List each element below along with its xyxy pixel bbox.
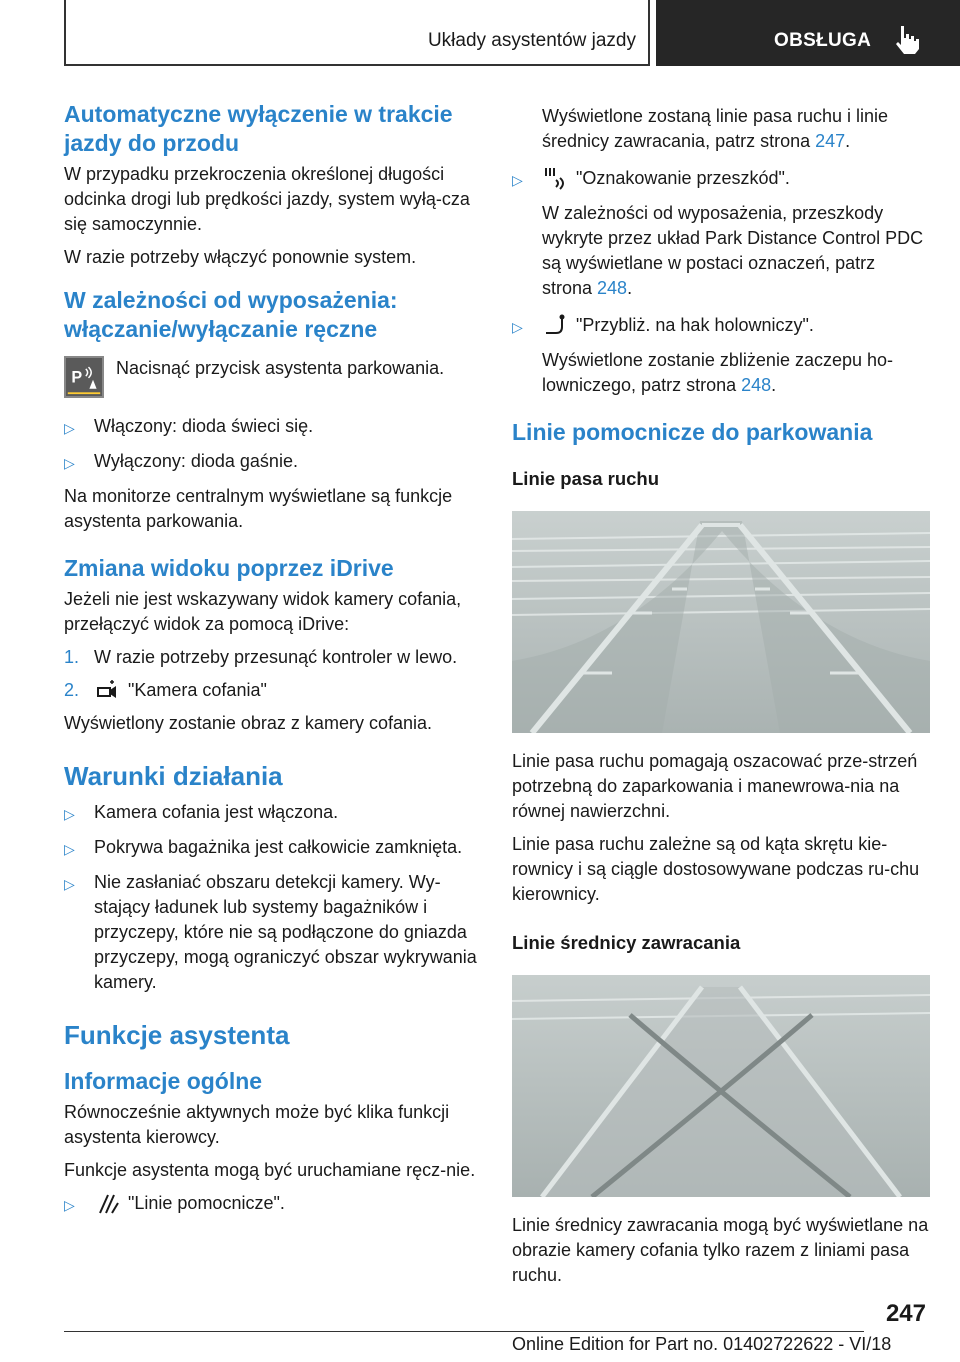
footer-divider bbox=[64, 1331, 864, 1332]
page-number: 247 bbox=[885, 1300, 926, 1327]
text-view: Jeżeli nie jest wskazywany widok kamery cofania, przełączyć widok za pomocą iDrive: bbox=[64, 589, 462, 634]
footer-edition: Online Edition for Part no. 01402722622 - VI/18 bbox=[512, 1334, 892, 1354]
text-auto-off-2: W razie potrzeby włączyć ponownie system. bbox=[64, 247, 417, 267]
list-item bbox=[64, 414, 480, 441]
text-view-result: Wyświetlony zostanie obraz z kamery cofania. bbox=[64, 713, 432, 733]
tow-hitch-icon bbox=[542, 313, 568, 337]
step-text: W razie potrzeby przesunąć kontroler w lewo. bbox=[94, 647, 458, 667]
heading-conditions: Warunki działania bbox=[64, 761, 283, 791]
page-link-hitch[interactable]: 248 bbox=[741, 375, 772, 395]
list-item bbox=[64, 870, 480, 995]
list-item bbox=[64, 449, 480, 476]
right-column bbox=[512, 104, 930, 1288]
bullet-marker: ▷ bbox=[512, 319, 523, 335]
heading-general: Informacje ogólne bbox=[64, 1068, 263, 1094]
function-obstacles: "Oznakowanie przeszkód". bbox=[576, 168, 790, 188]
text-turn: Linie średnicy zawracania mogą być wyświetlane na obrazie kamery cofania tylko razem z liniami pasa ruchu. bbox=[512, 1215, 929, 1285]
condition-1: Kamera cofania jest włączona. bbox=[94, 802, 339, 822]
guide-lines-icon bbox=[94, 1191, 120, 1215]
bullet-marker: ▷ bbox=[64, 806, 75, 822]
text-monitor: Na monitorze centralnym wyświetlane są funkcje asystenta parkowania. bbox=[64, 486, 453, 531]
lines-desc-text: Wyświetlone zostaną linie pasa ruchu i linie średnicy zawracania, patrz strona bbox=[542, 106, 889, 151]
lines-description bbox=[512, 104, 930, 154]
obstacles-desc-text: W zależności od wyposażenia, przeszkody wykryte przez układ Park Distance Control PDC są wyświetlane w postaci oznaczeń, patrz strona bbox=[542, 203, 924, 298]
function-hitch: "Przybliż. na hak holowniczy". bbox=[576, 315, 814, 335]
heading-functions: Funkcje asystenta bbox=[64, 1020, 290, 1050]
obstacles-desc-end: . bbox=[627, 278, 633, 298]
text-press-button: Nacisnąć przycisk asystenta parkowania. bbox=[116, 358, 445, 378]
list-item bbox=[512, 166, 930, 193]
bullet-marker: ▷ bbox=[512, 172, 523, 188]
heading-parking-lines: Linie pomocnicze do parkowania bbox=[512, 419, 873, 445]
list-item bbox=[64, 835, 480, 862]
header-tab-label: OBSŁUGA bbox=[774, 30, 872, 51]
item-on: Włączony: dioda świeci się. bbox=[94, 416, 314, 436]
svg-text:P: P bbox=[71, 368, 83, 387]
text-lane-2: Linie pasa ruchu zależne są od kąta skrętu kie-rownicy i są ciągle dostosowywane podczas ru-chu kierownicy. bbox=[512, 834, 920, 904]
function-lines: "Linie pomocnicze". bbox=[128, 1193, 285, 1213]
press-button-row bbox=[64, 356, 480, 398]
condition-2: Pokrywa bagażnika jest całkowicie zamknięta. bbox=[94, 837, 463, 857]
header-tab bbox=[656, 0, 960, 66]
lane-lines-image bbox=[512, 511, 930, 733]
item-off: Wyłączony: dioda gaśnie. bbox=[94, 451, 298, 471]
turn-lines-image bbox=[512, 975, 930, 1197]
bullet-marker: ▷ bbox=[64, 420, 75, 436]
text-auto-off-1: W przypadku przekroczenia określonej długości odcinka drogi lub prędkości jazdy, system wyłą-cza się samoczynnie. bbox=[64, 164, 470, 234]
step-text: "Kamera cofania" bbox=[128, 680, 267, 700]
text-lane-1: Linie pasa ruchu pomagają oszacować prze-strzeń potrzebną do zaparkowania i manewrowa-nia na równej nawierzchni. bbox=[512, 751, 918, 821]
step-number: 1. bbox=[64, 647, 80, 667]
heading-manual: W zależności od wyposażenia: włączanie/wyłączanie ręczne bbox=[64, 287, 398, 342]
page-link-obstacles[interactable]: 248 bbox=[597, 278, 628, 298]
heading-view: Zmiana widoku poprzez iDrive bbox=[64, 555, 394, 581]
bullet-marker: ▷ bbox=[64, 1197, 75, 1213]
left-column bbox=[64, 100, 480, 1218]
rear-camera-icon bbox=[94, 678, 120, 702]
park-assist-button-icon bbox=[64, 356, 104, 398]
condition-3: Nie zasłaniać obszaru detekcji kamery. Wy-stający ładunek lub systemy bagażników i przyczepy, które nie są podłączone do gniazda przyczepy, mogą ograniczyć obszar wykrywania kamery. bbox=[94, 872, 477, 992]
obstacle-marking-icon bbox=[542, 166, 568, 190]
list-item bbox=[512, 313, 930, 340]
hitch-desc-end: . bbox=[771, 375, 777, 395]
step-1 bbox=[64, 645, 480, 670]
header-section-title: Układy asystentów jazdy bbox=[427, 30, 636, 51]
text-general-1: Równocześnie aktywnych może być klika funkcji asystenta kierowcy. bbox=[64, 1102, 450, 1147]
bullet-marker: ▷ bbox=[64, 876, 75, 892]
heading-turn-lines: Linie średnicy zawracania bbox=[512, 932, 741, 953]
obstacles-description bbox=[512, 201, 930, 301]
page-link-lines[interactable]: 247 bbox=[815, 131, 846, 151]
hand-pointer-icon bbox=[892, 22, 922, 56]
hitch-description bbox=[512, 348, 930, 398]
list-item bbox=[64, 1191, 480, 1218]
step-number: 2. bbox=[64, 680, 80, 700]
text-general-2: Funkcje asystenta mogą być uruchamiane ręcz-nie. bbox=[64, 1160, 476, 1180]
list-item bbox=[64, 800, 480, 827]
lines-desc-end: . bbox=[845, 131, 851, 151]
step-2 bbox=[64, 678, 480, 703]
heading-auto-off: Automatyczne wyłączenie w trakcie jazdy do przodu bbox=[64, 101, 453, 156]
bullet-marker: ▷ bbox=[64, 841, 75, 857]
hitch-desc-text: Wyświetlone zostanie zbliżenie zaczepu ho-lowniczego, patrz strona bbox=[542, 350, 894, 395]
heading-lane-lines: Linie pasa ruchu bbox=[512, 468, 660, 489]
header-section-box bbox=[64, 0, 650, 66]
bullet-marker: ▷ bbox=[64, 455, 75, 471]
